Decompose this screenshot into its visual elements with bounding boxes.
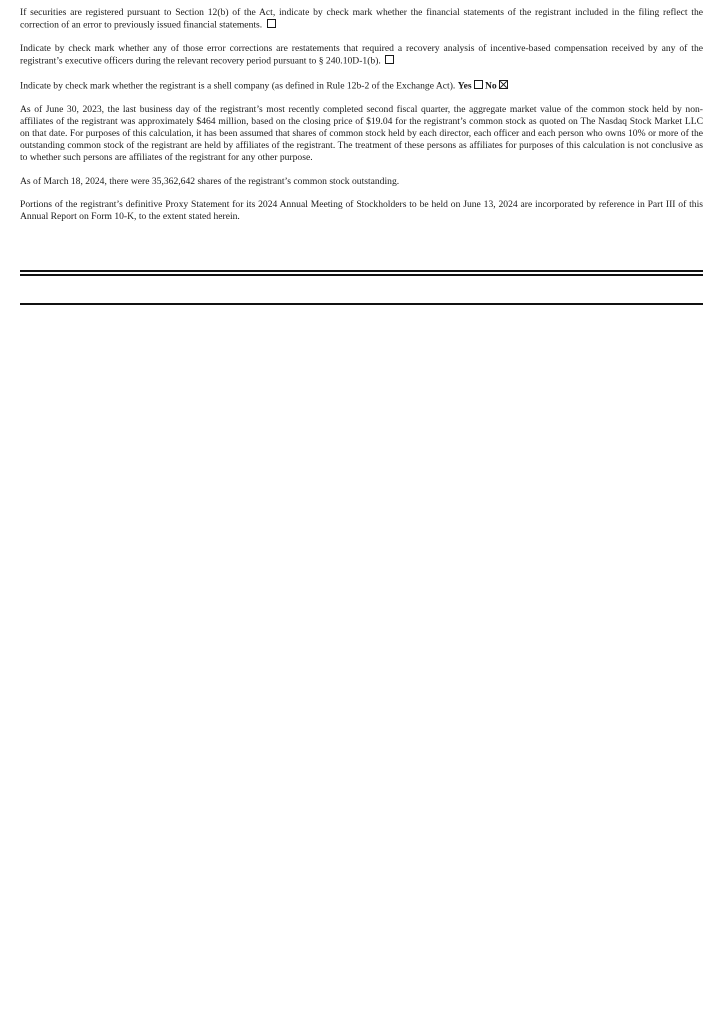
recovery-analysis-text: Indicate by check mark whether any of those error corrections are restatements that required a recovery analysis of incentive-based compensation received by any of the registrant’s executive officers during the relevant recovery period pursuant to § 240.10D-1(b). <box>20 43 703 67</box>
shell-company-no-checkbox[interactable] <box>499 80 508 89</box>
shell-company-paragraph <box>20 80 703 92</box>
error-correction-text: If securities are registered pursuant to Section 12(b) of the Act, indicate by check mark whether the financial statements of the registrant included in the filing reflect the correction of an error to previously issued financial statements. <box>20 7 703 31</box>
shell-company-yes-checkbox[interactable] <box>474 80 483 89</box>
double-rule-top-line <box>20 270 703 272</box>
market-value-paragraph: As of June 30, 2023, the last business day of the registrant’s most recently completed second fiscal quarter, the aggregate market value of the common stock held by non-affiliates of the registrant was approximately $464 million, based on the closing price of $19.04 for the registrant’s common stock as quoted on The Nasdaq Stock Market LLC on that date. For purposes of this calculation, it has been assumed that shares of common stock held by each director, each officer and each person who owns 10% or more of the outstanding common stock of the registrant are held by affiliates of the registrant. The treatment of these persons as affiliates for purposes of this calculation is not conclusive as to whether such persons are affiliates of the registrant for any other purpose. <box>20 104 703 163</box>
error-correction-checkbox[interactable] <box>267 19 276 28</box>
shell-company-text: Indicate by check mark whether the registrant is a shell company (as defined in Rule 12b-2 of the Exchange Act). <box>20 80 456 92</box>
error-correction-paragraph <box>20 7 703 31</box>
document-body <box>20 7 703 235</box>
single-rule-divider <box>20 303 703 305</box>
shell-company-no-label: No <box>484 80 497 92</box>
shares-outstanding-paragraph: As of March 18, 2024, there were 35,362,642 shares of the registrant’s common stock outstanding. <box>20 175 400 187</box>
recovery-analysis-paragraph <box>20 43 703 67</box>
double-rule-bottom-line <box>20 274 703 276</box>
shell-company-yes-label: Yes <box>457 80 472 92</box>
recovery-analysis-checkbox[interactable] <box>385 55 394 64</box>
double-rule-divider <box>20 270 703 277</box>
proxy-statement-paragraph: Portions of the registrant’s definitive Proxy Statement for its 2024 Annual Meeting of Stockholders to be held on June 13, 2024 are incorporated by reference in Part III of this Annual Report on Form 10-K, to the extent stated herein. <box>20 199 703 223</box>
